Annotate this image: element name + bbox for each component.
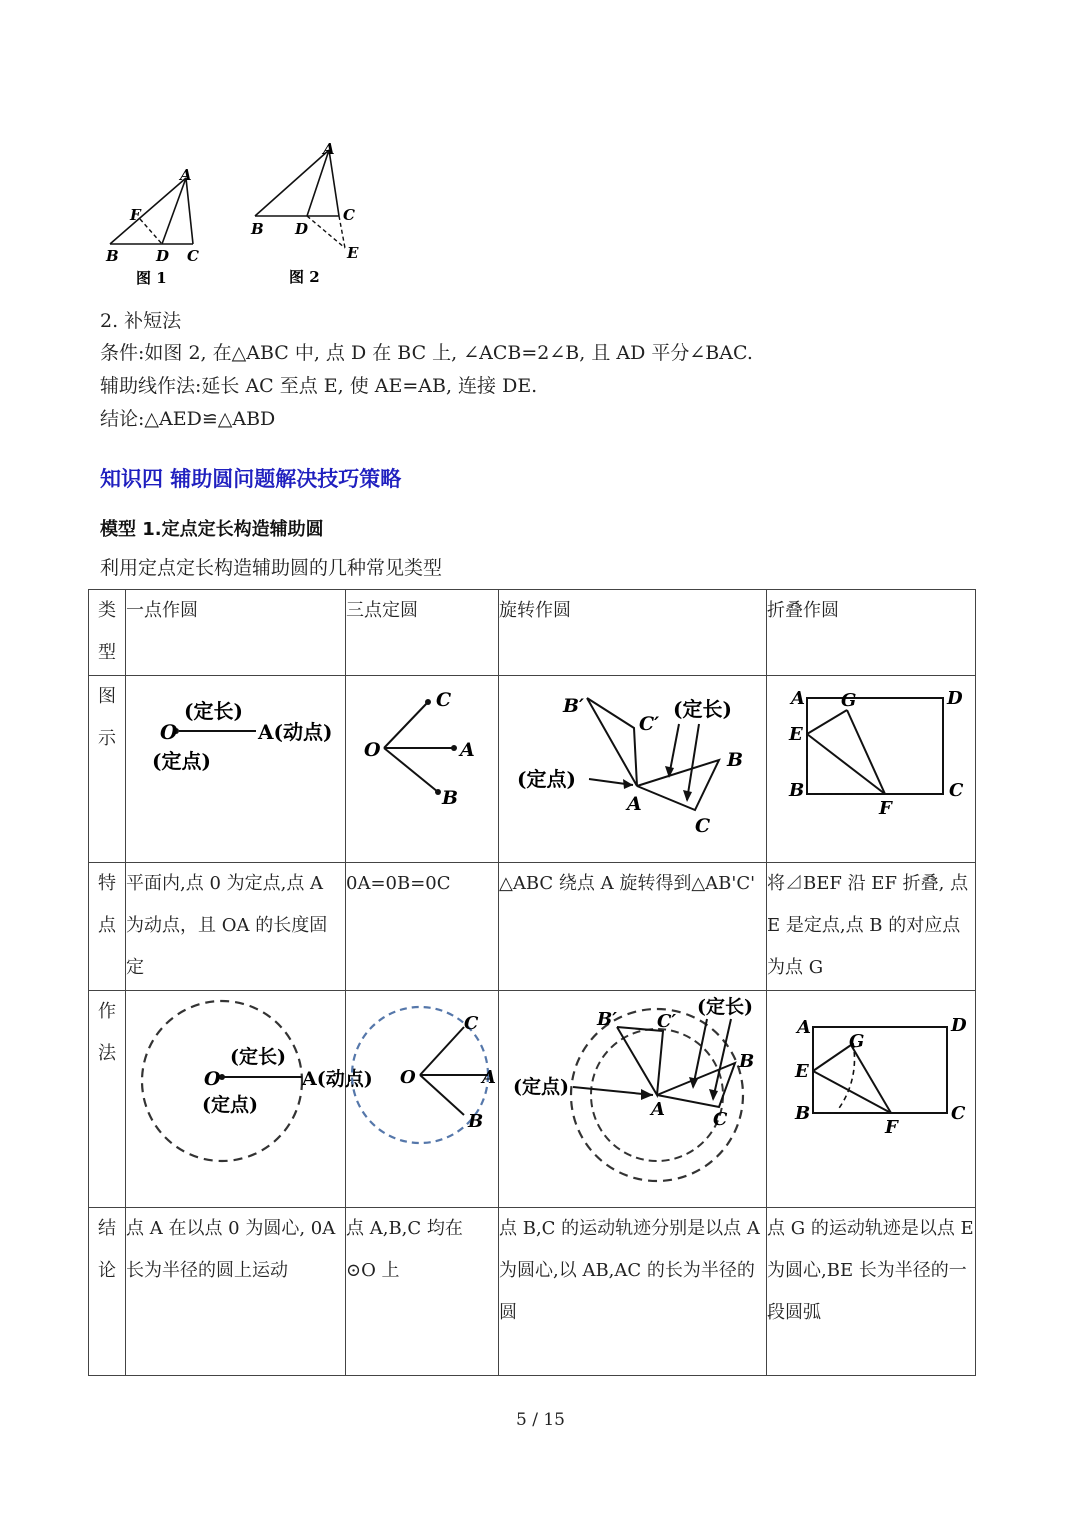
method-folding xyxy=(767,991,976,1208)
feature-cell-3: △ABC 绕点 A 旋转得到△AB'C' xyxy=(499,863,767,991)
svg-text:C: C xyxy=(343,206,355,224)
svg-text:B: B xyxy=(789,780,805,801)
svg-text:A: A xyxy=(791,688,805,709)
row-header-diagram: 图 示 xyxy=(89,676,126,863)
circle-types-table xyxy=(88,589,976,1376)
svg-text:C: C xyxy=(464,1013,479,1034)
svg-text:C′: C′ xyxy=(657,1011,677,1032)
table-row-type xyxy=(89,590,976,676)
section2-condition: 条件:如图 2, 在△ABC 中, 点 D 在 BC 上, ∠ACB=2∠B, 且 AD 平分∠BAC. xyxy=(100,342,753,364)
svg-text:C: C xyxy=(187,247,199,265)
svg-text:F: F xyxy=(130,206,141,224)
svg-text:D: D xyxy=(947,688,963,709)
table-row-feature xyxy=(89,863,976,991)
method-one-point xyxy=(126,991,373,1208)
conclusion-cell-3: 点 B,C 的运动轨迹分别是以点 A 为圆心,以 AB,AC 的长为半径的圆 xyxy=(499,1208,767,1376)
svg-text:A: A xyxy=(797,1017,811,1038)
figure-1-caption: 图 1 xyxy=(136,269,167,287)
svg-text:B: B xyxy=(739,1051,755,1072)
svg-text:A: A xyxy=(651,1099,665,1120)
section-title: 知识四 辅助圆问题解决技巧策略 xyxy=(100,467,402,491)
svg-text:D: D xyxy=(295,220,309,238)
svg-text:D: D xyxy=(951,1015,967,1036)
method-rotation xyxy=(499,991,767,1208)
row-header-conclusion: 结 论 xyxy=(89,1208,126,1376)
page-number: 5 / 15 xyxy=(516,1410,565,1430)
feature-cell-4: 将⊿BEF 沿 EF 折叠, 点 E 是定点,点 B 的对应点为点 G xyxy=(767,863,976,991)
svg-text:B: B xyxy=(106,247,119,265)
type-cell-1: 一点作圆 xyxy=(126,590,346,676)
svg-text:B: B xyxy=(251,220,264,238)
svg-text:(定长): (定长) xyxy=(697,996,753,1018)
diagram-folding xyxy=(767,676,976,863)
svg-text:B: B xyxy=(795,1103,811,1124)
svg-text:E: E xyxy=(789,724,803,745)
feature-cell-2: 0A=0B=0C xyxy=(346,863,499,991)
svg-text:C′: C′ xyxy=(639,713,660,735)
svg-text:(定点): (定点) xyxy=(513,1076,569,1098)
row-header-type: 类 型 xyxy=(89,590,126,676)
section2-method: 辅助线作法:延长 AC 至点 E, 使 AE=AB, 连接 DE. xyxy=(100,375,538,397)
type-cell-3: 旋转作圆 xyxy=(499,590,767,676)
svg-text:(定点): (定点) xyxy=(202,1094,258,1116)
type-cell-2: 三点定圆 xyxy=(346,590,499,676)
svg-text:A: A xyxy=(482,1067,496,1088)
figure-1 xyxy=(100,160,220,290)
diagram-rotation xyxy=(499,676,767,863)
table-row-conclusion xyxy=(89,1208,976,1376)
conclusion-cell-1: 点 A 在以点 0 为圆心, 0A 长为半径的圆上运动 xyxy=(126,1208,346,1376)
svg-text:C: C xyxy=(695,815,711,837)
section2-conclusion: 结论:△AED≌△ABD xyxy=(100,408,276,430)
conclusion-cell-2: 点 A,B,C 均在 ⊙O 上 xyxy=(346,1208,499,1376)
svg-text:A(动点): A(动点) xyxy=(258,720,333,744)
row-header-method: 作 法 xyxy=(89,991,126,1208)
conclusion-cell-4: 点 G 的运动轨迹是以点 E 为圆心,BE 长为半径的一段圆弧 xyxy=(767,1208,976,1376)
svg-text:C: C xyxy=(951,1103,966,1124)
svg-text:G: G xyxy=(849,1031,865,1052)
svg-text:B: B xyxy=(442,787,459,809)
svg-text:(定长): (定长) xyxy=(673,697,732,721)
method-three-points xyxy=(346,991,499,1208)
svg-text:B′: B′ xyxy=(597,1009,617,1030)
svg-text:C: C xyxy=(713,1109,728,1130)
svg-text:E: E xyxy=(347,244,359,262)
figure-2 xyxy=(245,140,375,290)
svg-text:D: D xyxy=(156,247,170,265)
svg-text:O: O xyxy=(364,739,381,761)
figure-2-caption: 图 2 xyxy=(289,268,320,286)
section2-heading: 2. 补短法 xyxy=(100,310,182,332)
model-title: 模型 1.定点定长构造辅助圆 xyxy=(100,519,324,540)
svg-text:C: C xyxy=(949,780,964,801)
feature-cell-1: 平面内,点 0 为定点,点 A 为动点，且 OA 的长度固定 xyxy=(126,863,346,991)
row-header-feature: 特 点 xyxy=(89,863,126,991)
diagram-one-point xyxy=(126,676,346,863)
svg-text:A: A xyxy=(460,739,475,761)
svg-text:B: B xyxy=(468,1111,484,1132)
svg-text:F: F xyxy=(879,798,892,819)
svg-text:O: O xyxy=(400,1067,416,1088)
svg-text:O: O xyxy=(160,720,178,744)
svg-text:O: O xyxy=(204,1068,221,1090)
svg-text:(定长): (定长) xyxy=(184,699,243,723)
svg-text:A: A xyxy=(323,140,335,158)
svg-text:A: A xyxy=(627,793,642,815)
svg-text:E: E xyxy=(795,1061,809,1082)
table-row-method xyxy=(89,991,976,1208)
svg-text:(定长): (定长) xyxy=(230,1046,286,1068)
type-cell-4: 折叠作圆 xyxy=(767,590,976,676)
table-row-diagram xyxy=(89,676,976,863)
svg-text:B: B xyxy=(727,749,744,771)
model-intro: 利用定点定长构造辅助圆的几种常见类型 xyxy=(100,557,443,579)
svg-text:B′: B′ xyxy=(563,695,585,717)
svg-text:(定点): (定点) xyxy=(152,749,211,773)
svg-text:G: G xyxy=(841,690,857,711)
svg-text:A: A xyxy=(180,166,192,184)
svg-text:C: C xyxy=(436,689,452,711)
diagram-three-points xyxy=(346,676,499,863)
svg-text:F: F xyxy=(885,1117,898,1138)
svg-text:(定点): (定点) xyxy=(517,767,576,791)
svg-text:A(动点): A(动点) xyxy=(302,1068,373,1090)
